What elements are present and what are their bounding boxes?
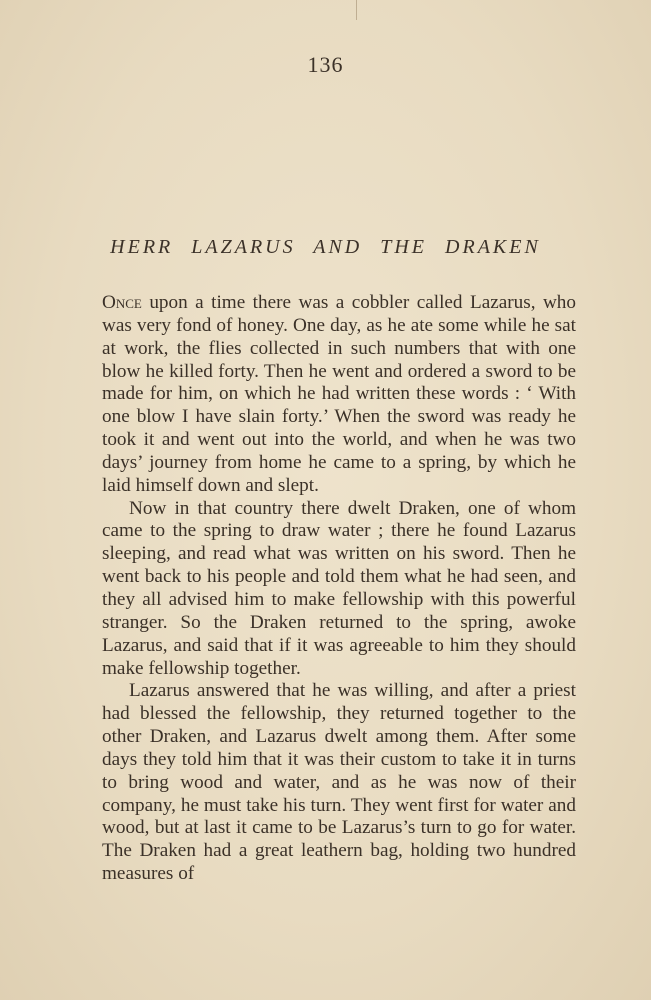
story-title: HERR LAZARUS AND THE DRAKEN (110, 236, 541, 258)
paragraph-2: Now in that country there dwelt Draken, one of whom came to the spring to draw water ; there he found Lazarus sleeping, and read what was written on his sword. Then he went back to his people and told them what he had seen, and they all advised him to make fellowship with this powerful stranger. So the Draken returned to the spring, awoke Lazarus, and said that if it was agreeable to him they should make fellowship together. (102, 497, 576, 679)
paragraph-1-text: upon a time there was a cobbler called Lazarus, who was very fond of honey. One day, as he ate some while he sat at work, the flies collected in such numbers that with one blow he killed forty. Then he went and ordered a sword to be made for him, on which he had written these words : ‘ With one blow I have slain forty.’ When the sword was ready he took it and went out into the world, and when he was two days’ journey from home he came to a spring, by which he laid himself down and slept. (102, 292, 576, 496)
page-mark (356, 0, 357, 20)
paragraph-1 (102, 292, 576, 498)
opening-word: Once (102, 292, 142, 313)
page-number: 136 (307, 52, 344, 77)
paragraph-3: Lazarus answered that he was willing, and after a priest had blessed the fellowship, they returned together to the other Draken, and Lazarus dwelt among them. After some days they told him that it was their custom to take it in turns to bring wood and water, and as he was now of their company, he must take his turn. They went first for water and wood, but at last it came to be Lazarus’s turn to go for water. The Draken had a great leathern bag, holding two hundred measures of (102, 680, 576, 885)
story-body (102, 292, 576, 886)
